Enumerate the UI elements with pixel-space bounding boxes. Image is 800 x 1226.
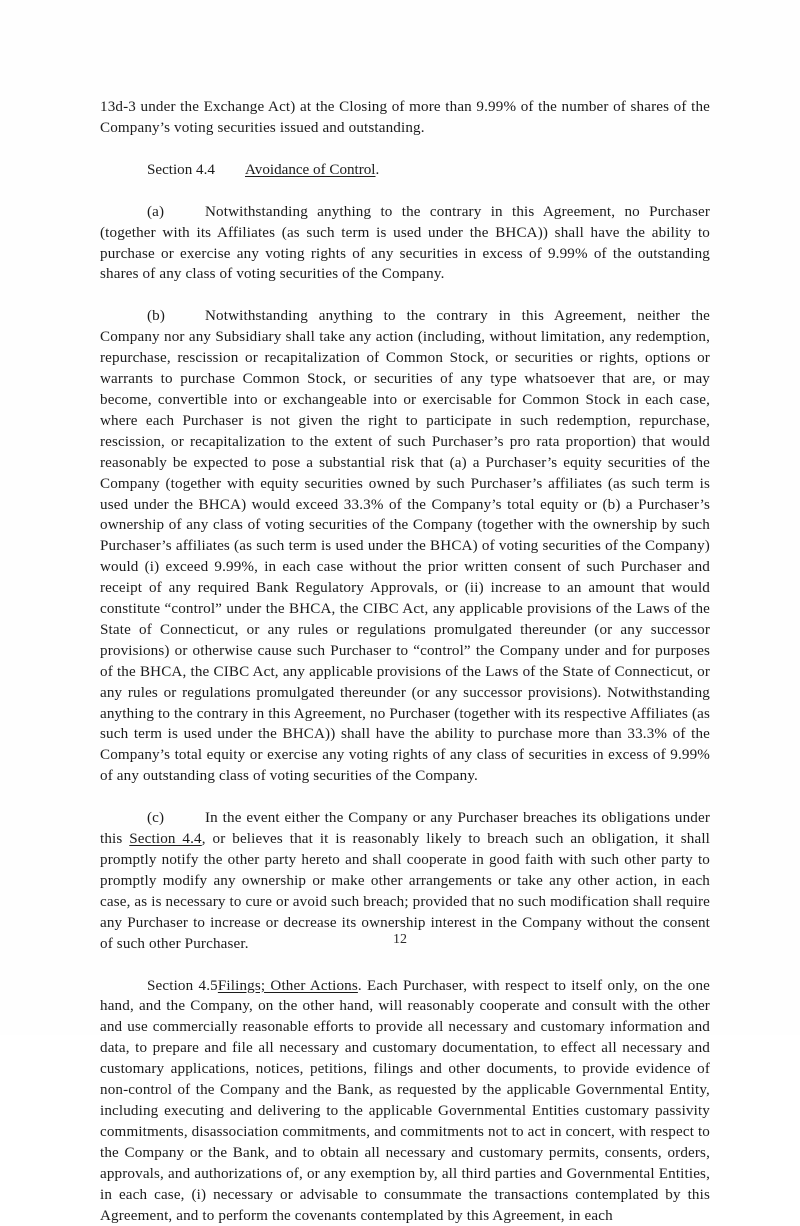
paragraph-b-text: Notwithstanding anything to the contrary in this Agreement, neither the Company nor any Subsidiary shall take any action (including, without limitation, any redemption, repurchase, rescission or recapitalization of Common Stock, or securities or rights, options or warrants to purchase Common Stock, or securities of any type whatsoever that are, or may become, convertible into or exchangeable into or exercisable for Common Stock in each case, where each Purchaser is not given the right to participate in such redemption, repurchase, rescission, or recapitalization to the extent of such Purchaser’s pro rata proportion) that would reasonably be expected to pose a substantial risk that (a) a Purchaser’s equity securities of the Company (together with equity securities owned by such Purchaser’s affiliates (as such term is used under the BHCA) would exceed 33.3% of the Company’s total equity or (b) a Purchaser’s ownership of any class of voting securities of the Company (together with the ownership by such Purchaser’s affiliates (as such term is used under the BHCA) of voting securities of the Company) would (i) exceed 9.99%, in each case without the prior written consent of such Purchaser and receipt of any required Bank Regulatory Approvals, or (ii) increase to an amount that would constitute “control” under the BHCA, the CIBC Act, any applicable provisions of the Laws of the State of Connecticut, or any rules or regulations promulgated thereunder (or any successor provisions) or otherwise cause such Purchaser to “control” the Company under and for purposes of the BHCA, the CIBC Act, any applicable provisions of the Laws of the State of Connecticut, or any rules or regulations promulgated thereunder (or any successor provisions). Notwithstanding anything to the contrary in this Agreement, no Purchaser (together with its respective Affiliates (as such term is used under the BHCA)) shall have the ability to purchase more than 33.3% of the Company’s total equity or exercise any voting rights of any class of securities in excess of 9.99% of any outstanding class of voting securities of the Company. [100, 308, 710, 785]
section-4-4-heading [100, 160, 710, 181]
section-title-trailing-period: . [375, 161, 380, 178]
document-body [100, 97, 710, 1226]
paragraph-a [100, 202, 710, 286]
spacer [100, 181, 710, 202]
section-number: Section 4.5 [147, 977, 218, 994]
section-4-5-text: . Each Purchaser, with respect to itself only, on the one hand, and the Company, on the other hand, will reasonably cooperate and consult with the other and use commercially reasonable efforts to provide all necessary and customary information and data, to prepare and file all necessary and customary documentation, to effect all necessary and customary applications, notices, petitions, filings and other documents, to provide evidence of non-control of the Company and the Bank, as requested by the applicable Governmental Entity, including executing and delivering to the applicable Governmental Entities customary passivity commitments, disassociation commitments, and commitments not to act in concert, with respect to the Company or the Bank, and to obtain all necessary and customary permits, consents, orders, approvals, and authorizations of, or any exemption by, all third parties and Governmental Entities, in each case, (i) necessary or advisable to consummate the transactions contemplated by this Agreement, and to perform the covenants contemplated by this Agreement, in each [100, 977, 711, 1224]
section-title: Filings; Other Actions [217, 977, 358, 994]
section-number: Section 4.4 [147, 161, 215, 178]
paragraph-c-text-before-ref: In the event either the Company or any Purchaser breaches its obligations under this [100, 810, 710, 848]
paragraph-label-b: (b) [147, 308, 166, 325]
page-number: 12 [393, 932, 407, 947]
paragraph-a-text: Notwithstanding anything to the contrary in this Agreement, no Purchaser (together with its Affiliates (as such term is used under the BHCA)) shall have the ability to purchase or exercise any voting rights of any securities in excess of 9.99% of the outstanding shares of any class of voting securities of the Company. [100, 203, 710, 283]
paragraph-b [100, 306, 710, 787]
section-title: Avoidance of Control [245, 161, 376, 178]
paragraph-c-text-after-ref: , or believes that it is reasonably likely to breach such an obligation, it shall promptly notify the other party hereto and shall cooperate in good faith with such other party to promptly modify any ownership or make other arrangements or take any other action, in each case, as is necessary to cure or avoid such breach; provided that no such modification shall require any Purchaser to increase or decrease its ownership interest in the Company without the consent of such other Purchaser. [100, 831, 711, 952]
paragraph-intro: 13d-3 under the Exchange Act) at the Closing of more than 9.99% of the number of shares of the Company’s voting securities issued and outstanding. [100, 99, 710, 136]
spacer [100, 285, 710, 306]
paragraph-label-a: (a) [147, 203, 165, 220]
spacer [100, 955, 710, 976]
inline-section-reference[interactable]: Section 4.4 [129, 831, 202, 848]
spacer [100, 787, 710, 808]
paragraph-label-c: (c) [147, 810, 165, 827]
spacer [100, 139, 710, 160]
section-4-5-paragraph [100, 976, 710, 1226]
